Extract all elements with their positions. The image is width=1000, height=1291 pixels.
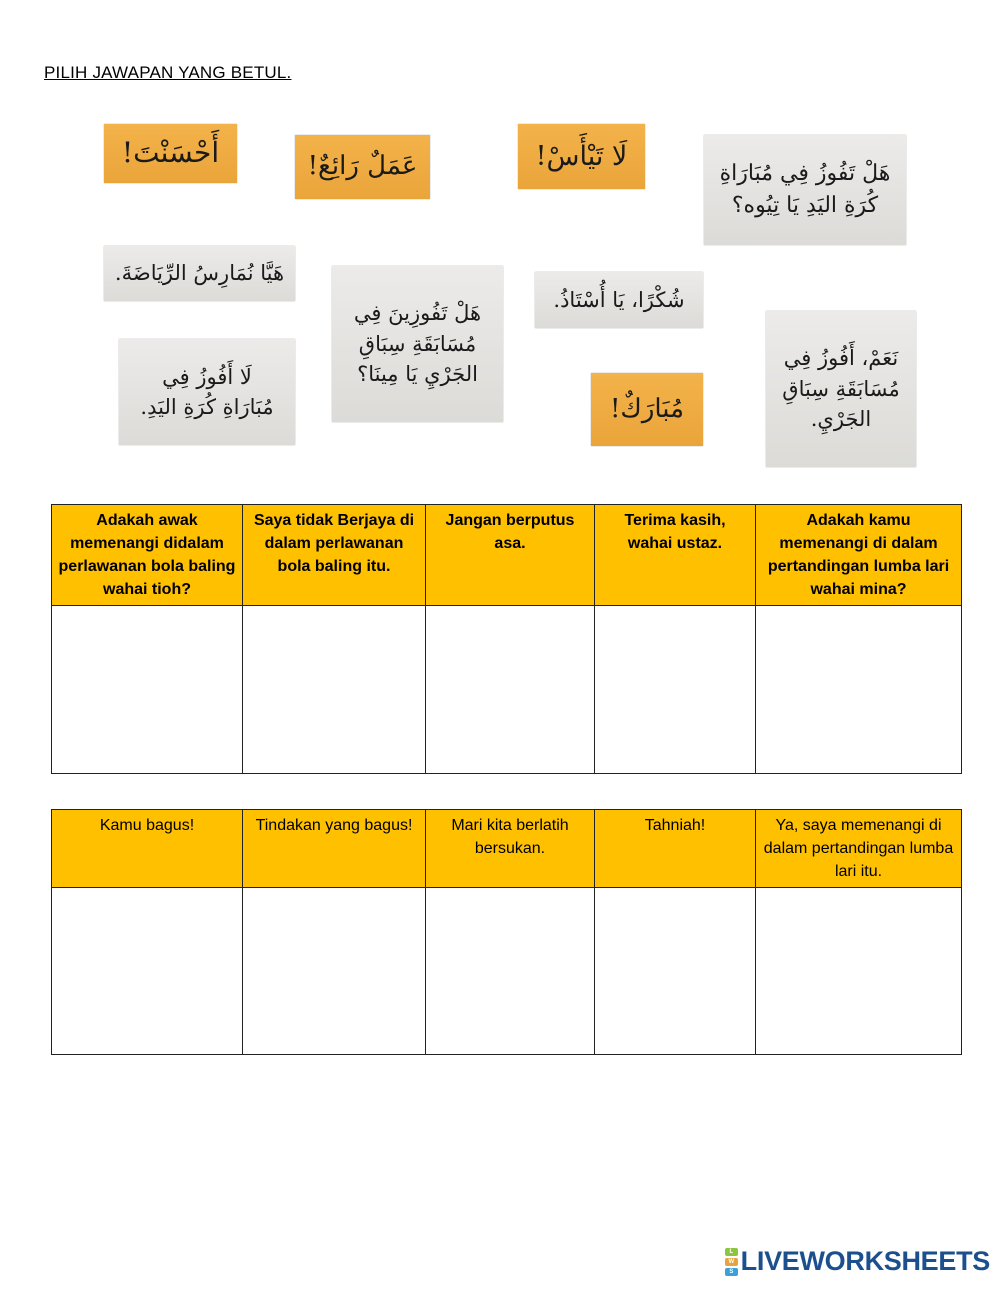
- card-line: هَيَّا نُمَارِسُ الرِّيَاضَةَ.: [114, 261, 285, 286]
- answer-table-2: [51, 809, 962, 1055]
- card-syukran-ustaz[interactable]: [535, 272, 703, 328]
- card-line: لَا تَيْأَسْ!: [535, 140, 628, 172]
- card-line: نَعَمْ، أَفُوزُ فِي: [783, 346, 899, 371]
- card-line: مُسَابَقَةِ سِبَاقِ: [782, 376, 900, 401]
- table2-header: Tahniah!: [595, 810, 756, 888]
- drop-zone[interactable]: [243, 888, 426, 1055]
- card-mubarak[interactable]: [591, 373, 703, 446]
- table1-header: Saya tidak Berjaya di dalam perlawanan bola baling itu.: [243, 505, 426, 606]
- card-line: أَحْسَنْتَ!: [121, 136, 220, 170]
- card-line: مُسَابَقَةِ سِبَاقِ: [358, 331, 477, 356]
- answer-table-1: [51, 504, 962, 774]
- table1-header: Adakah awak memenangi didalam perlawanan bola baling wahai tioh?: [52, 505, 243, 606]
- drop-zone[interactable]: [756, 888, 962, 1055]
- logo-text: LIVEWORKSHEETS: [740, 1246, 990, 1276]
- table2-header: Ya, saya memenangi di dalam pertandingan lumba lari itu.: [756, 810, 962, 888]
- card-line: لَا أَفُوزُ فِي: [162, 364, 252, 389]
- card-la-tayas[interactable]: [518, 124, 645, 189]
- drop-zone[interactable]: [52, 606, 243, 774]
- card-line: عَمَلٌ رَائِعٌ!: [307, 151, 418, 182]
- instruction-title: PILIH JAWAPAN YANG BETUL.: [44, 63, 292, 82]
- card-hayya-numaris[interactable]: [104, 246, 295, 301]
- table1-header: Terima kasih, wahai ustaz.: [595, 505, 756, 606]
- logo-mark-letter: W: [725, 1258, 738, 1266]
- card-line: هَلْ تَفُوزِينَ فِي: [353, 301, 482, 326]
- card-ahsanta[interactable]: [104, 124, 237, 183]
- card-line: هَلْ تَفُوزُ فِي مُبَارَاةِ: [719, 161, 891, 187]
- drop-zone[interactable]: [595, 606, 756, 774]
- card-line: الجَرْيِ.: [810, 407, 872, 432]
- drop-zone[interactable]: [243, 606, 426, 774]
- drop-zone[interactable]: [52, 888, 243, 1055]
- table1-header: Jangan berputus asa.: [426, 505, 595, 606]
- card-naam-afuzu[interactable]: [766, 311, 916, 467]
- card-question-handball[interactable]: [704, 135, 906, 245]
- logo-mark-letter: L: [725, 1248, 738, 1256]
- card-la-afuzu[interactable]: [119, 339, 295, 445]
- table2-header: Kamu bagus!: [52, 810, 243, 888]
- card-amalun-raiun[interactable]: [295, 135, 430, 199]
- logo-mark-letter: S: [725, 1268, 738, 1276]
- card-line: مُبَارَاةِ كُرَةِ اليَدِ.: [140, 395, 274, 419]
- liveworksheets-logo: [725, 1246, 990, 1277]
- drop-zone[interactable]: [595, 888, 756, 1055]
- card-line: شُكْرًا، يَا أُسْتَاذُ.: [553, 287, 685, 312]
- card-line: الجَرْيِ يَا مِينَا؟: [357, 362, 478, 387]
- drop-zone[interactable]: [426, 888, 595, 1055]
- logo-mark-icon: [725, 1247, 738, 1277]
- table2-header: Mari kita berlatih bersukan.: [426, 810, 595, 888]
- card-line: مُبَارَكٌ!: [609, 393, 685, 424]
- table1-header: Adakah kamu memenangi di dalam pertandingan lumba lari wahai mina?: [756, 505, 962, 606]
- drop-zone[interactable]: [426, 606, 595, 774]
- card-question-running[interactable]: [332, 266, 503, 422]
- drop-zone[interactable]: [756, 606, 962, 774]
- table2-header: Tindakan yang bagus!: [243, 810, 426, 888]
- card-line: كُرَةِ اليَدِ يَا تِيُوه؟: [731, 193, 879, 218]
